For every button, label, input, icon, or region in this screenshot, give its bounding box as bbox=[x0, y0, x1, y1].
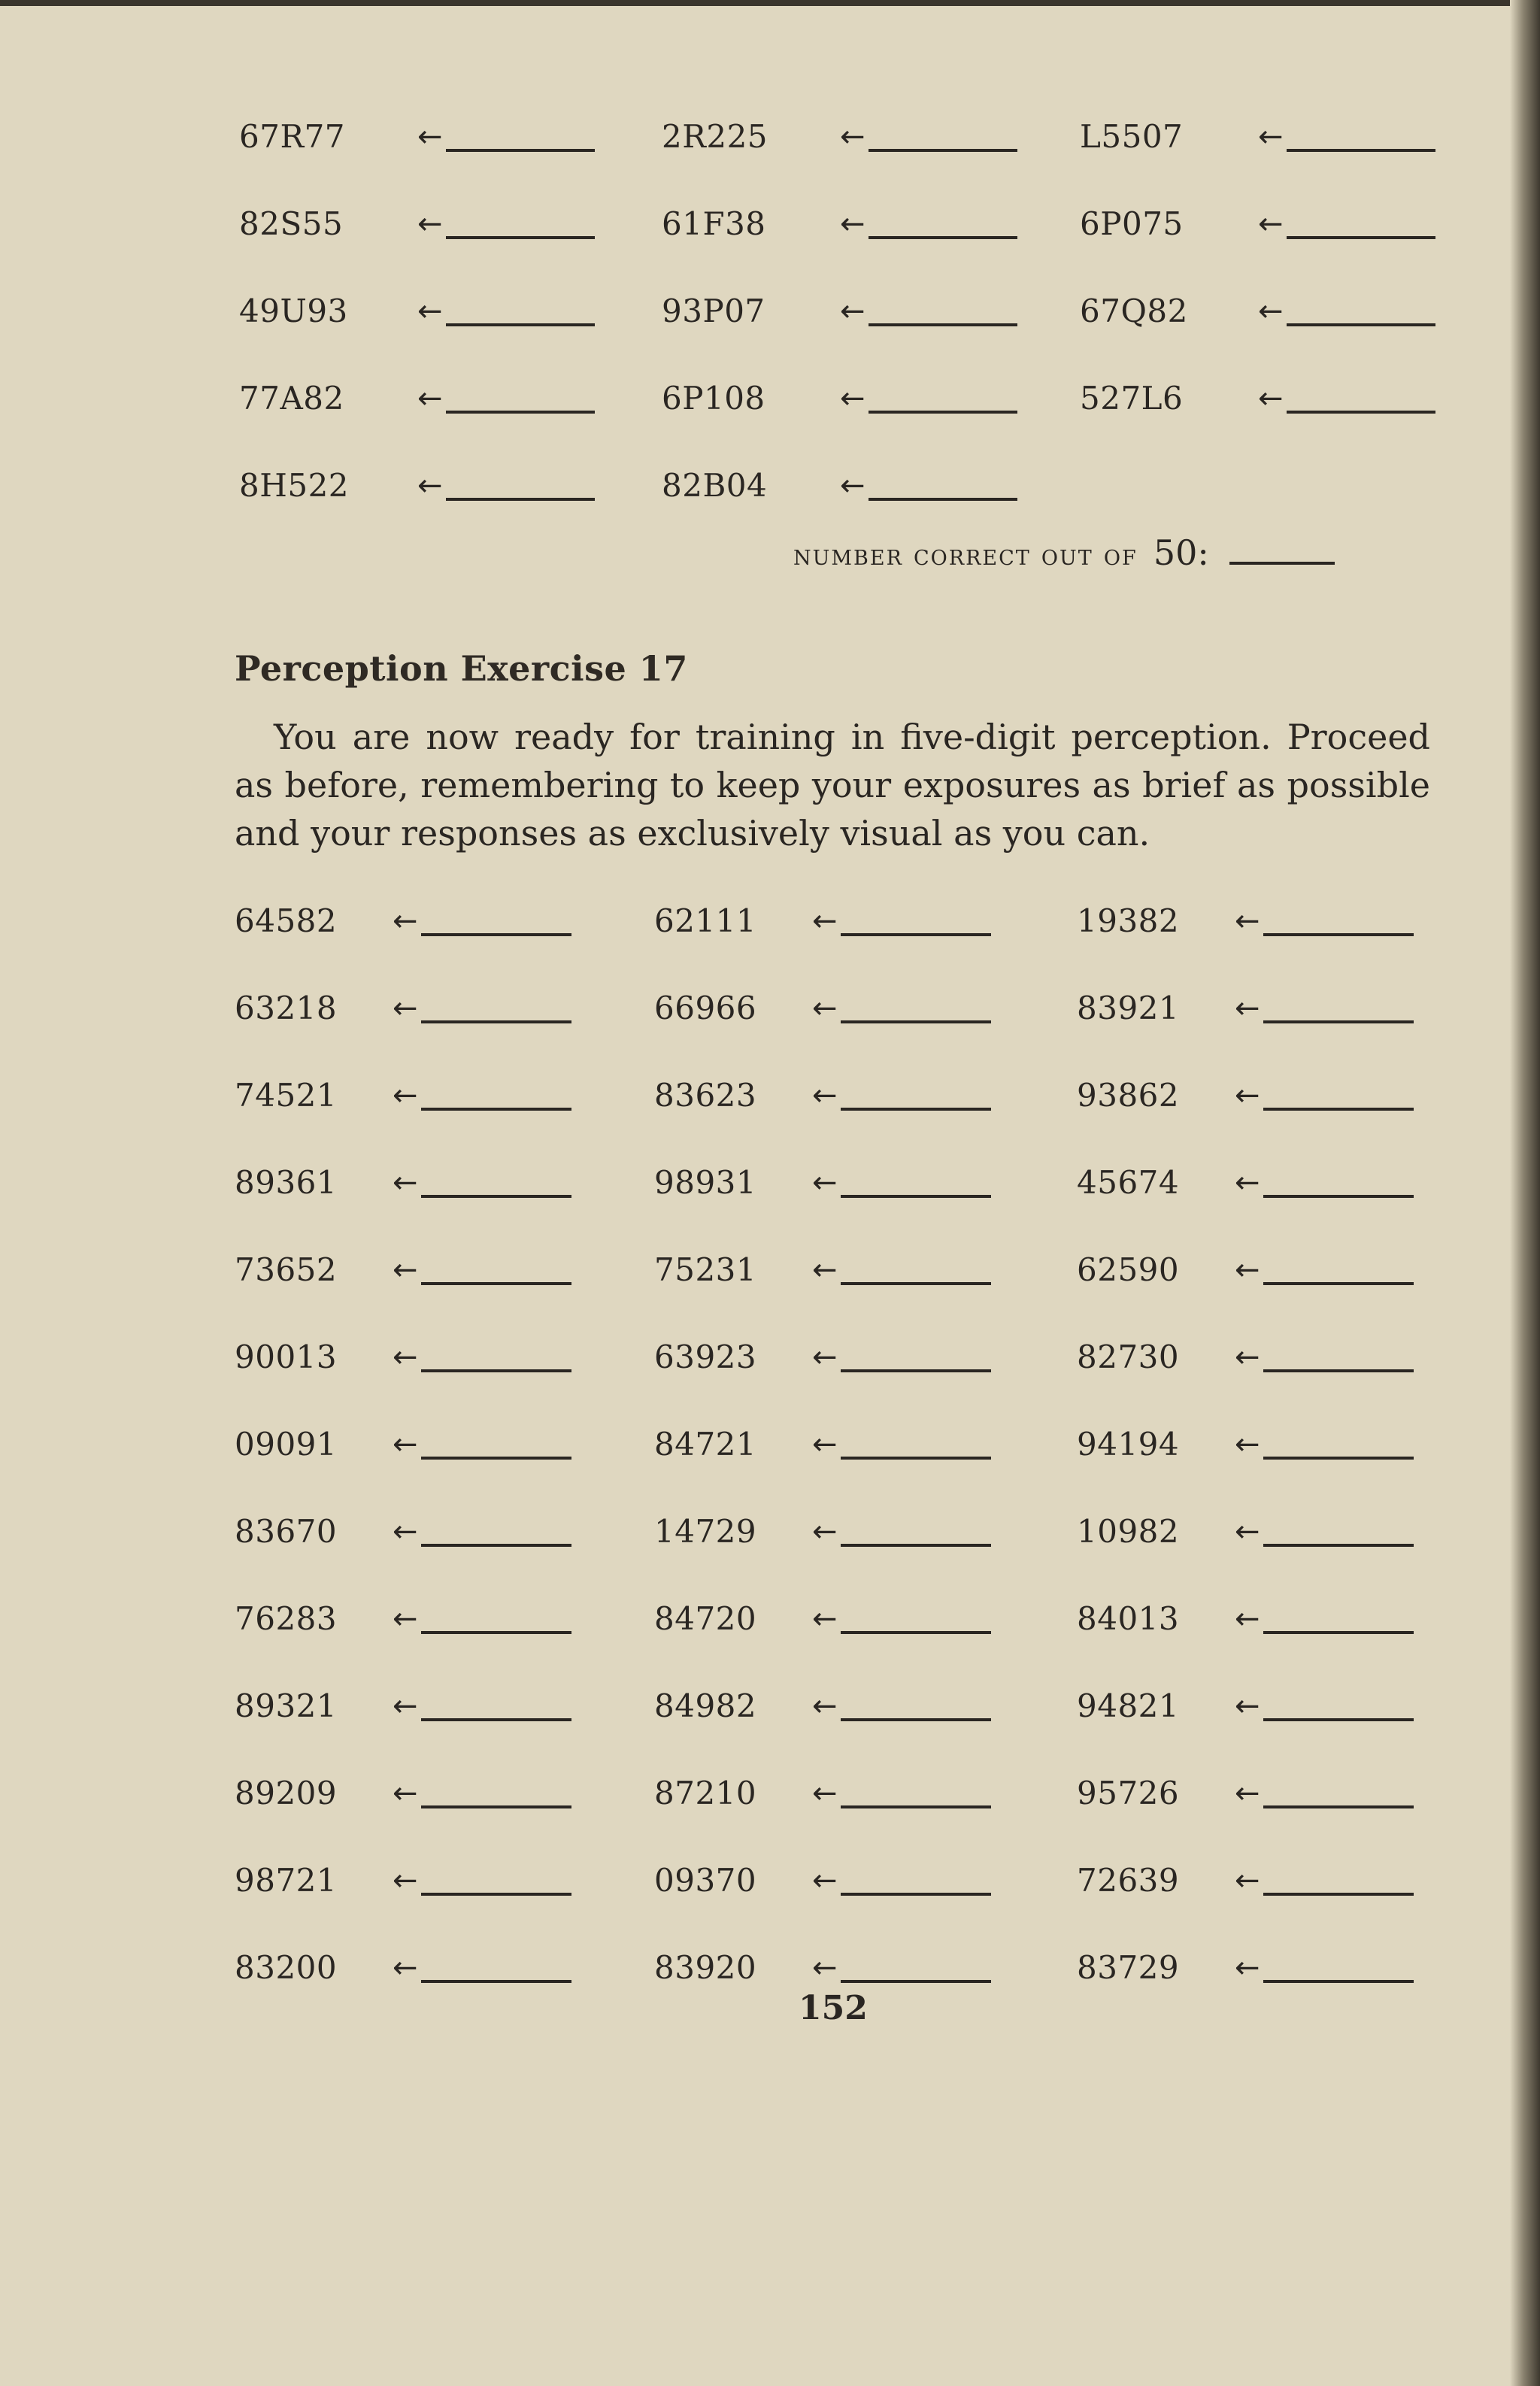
item-code: 73652 bbox=[235, 1251, 338, 1288]
item-code: 83729 bbox=[1077, 1949, 1180, 1986]
answer-blank[interactable] bbox=[1263, 1369, 1414, 1372]
item-code: 49U93 bbox=[239, 293, 348, 329]
left-arrow-icon: ← bbox=[1258, 120, 1284, 154]
answer-blank[interactable] bbox=[421, 1718, 571, 1721]
left-arrow-icon: ← bbox=[812, 1514, 838, 1549]
left-arrow-icon: ← bbox=[1235, 904, 1260, 938]
answer-blank[interactable] bbox=[1287, 411, 1435, 414]
item-code: 74521 bbox=[235, 1077, 338, 1114]
answer-blank[interactable] bbox=[1287, 323, 1435, 326]
item-code: 527L6 bbox=[1080, 380, 1184, 417]
left-arrow-icon: ← bbox=[1235, 1602, 1260, 1636]
left-arrow-icon: ← bbox=[393, 1689, 418, 1724]
answer-blank[interactable] bbox=[1263, 1544, 1414, 1547]
left-arrow-icon: ← bbox=[417, 120, 443, 154]
answer-blank[interactable] bbox=[1263, 1893, 1414, 1896]
answer-blank[interactable] bbox=[1263, 1718, 1414, 1721]
left-arrow-icon: ← bbox=[812, 1776, 838, 1811]
answer-blank[interactable] bbox=[1263, 1631, 1414, 1634]
item-code: 83670 bbox=[235, 1513, 338, 1550]
left-arrow-icon: ← bbox=[393, 1340, 418, 1375]
left-arrow-icon: ← bbox=[812, 1166, 838, 1200]
item-code: 45674 bbox=[1077, 1164, 1180, 1201]
item-code: 83623 bbox=[654, 1077, 757, 1114]
item-code: 84982 bbox=[654, 1687, 757, 1724]
left-arrow-icon: ← bbox=[812, 1602, 838, 1636]
item-code: 84721 bbox=[654, 1426, 757, 1463]
answer-blank[interactable] bbox=[446, 149, 595, 152]
item-code: 93862 bbox=[1077, 1077, 1180, 1114]
score-label: number correct out of bbox=[793, 538, 1138, 571]
answer-blank[interactable] bbox=[841, 933, 991, 936]
answer-blank[interactable] bbox=[1263, 1457, 1414, 1460]
answer-blank[interactable] bbox=[421, 1893, 571, 1896]
item-code: 89321 bbox=[235, 1687, 338, 1724]
left-arrow-icon: ← bbox=[1235, 1951, 1260, 1985]
left-arrow-icon: ← bbox=[393, 1078, 418, 1113]
answer-blank[interactable] bbox=[1263, 933, 1414, 936]
item-code: 98931 bbox=[654, 1164, 757, 1201]
left-arrow-icon: ← bbox=[1235, 991, 1260, 1026]
item-code: 75231 bbox=[654, 1251, 757, 1288]
item-code: 83921 bbox=[1077, 990, 1180, 1026]
left-arrow-icon: ← bbox=[393, 1253, 418, 1287]
left-arrow-icon: ← bbox=[1235, 1689, 1260, 1724]
item-code: 66966 bbox=[654, 990, 757, 1026]
item-code: 6P108 bbox=[662, 380, 765, 417]
answer-blank[interactable] bbox=[841, 1805, 991, 1808]
left-arrow-icon: ← bbox=[1235, 1253, 1260, 1287]
left-arrow-icon: ← bbox=[1235, 1166, 1260, 1200]
left-arrow-icon: ← bbox=[812, 1340, 838, 1375]
answer-blank[interactable] bbox=[421, 1544, 571, 1547]
item-code: 64582 bbox=[235, 902, 338, 939]
item-code: 63923 bbox=[654, 1339, 757, 1375]
left-arrow-icon: ← bbox=[812, 1427, 838, 1462]
answer-blank[interactable] bbox=[869, 498, 1017, 501]
item-code: 67R77 bbox=[239, 118, 346, 155]
answer-blank[interactable] bbox=[421, 1108, 571, 1111]
item-code: 89361 bbox=[235, 1164, 338, 1201]
item-code: 72639 bbox=[1077, 1862, 1180, 1899]
left-arrow-icon: ← bbox=[1235, 1078, 1260, 1113]
left-arrow-icon: ← bbox=[1258, 381, 1284, 416]
answer-blank[interactable] bbox=[446, 323, 595, 326]
item-code: 89209 bbox=[235, 1775, 338, 1811]
left-arrow-icon: ← bbox=[393, 904, 418, 938]
left-arrow-icon: ← bbox=[840, 120, 865, 154]
answer-blank[interactable] bbox=[421, 1457, 571, 1460]
left-arrow-icon: ← bbox=[1235, 1427, 1260, 1462]
left-arrow-icon: ← bbox=[840, 294, 865, 329]
answer-blank[interactable] bbox=[1287, 149, 1435, 152]
left-arrow-icon: ← bbox=[812, 991, 838, 1026]
item-code: 84720 bbox=[654, 1600, 757, 1637]
score-line bbox=[793, 532, 1335, 585]
item-code: 14729 bbox=[654, 1513, 757, 1550]
left-arrow-icon: ← bbox=[1258, 294, 1284, 329]
item-code: 93P07 bbox=[662, 293, 765, 329]
answer-blank[interactable] bbox=[421, 1195, 571, 1198]
score-total: 50: bbox=[1153, 532, 1209, 573]
exercise-title: Perception Exercise 17 bbox=[235, 648, 688, 689]
answer-blank[interactable] bbox=[421, 1369, 571, 1372]
answer-blank[interactable] bbox=[1263, 1805, 1414, 1808]
item-code: 94821 bbox=[1077, 1687, 1180, 1724]
item-code: 82B04 bbox=[662, 467, 768, 504]
left-arrow-icon: ← bbox=[840, 207, 865, 241]
left-arrow-icon: ← bbox=[417, 207, 443, 241]
item-code: 83200 bbox=[235, 1949, 338, 1986]
left-arrow-icon: ← bbox=[812, 1253, 838, 1287]
left-arrow-icon: ← bbox=[417, 468, 443, 503]
exercise-instructions: You are now ready for training in five-digit perception. Proceed as before, remembering to keep your exposures as brief as possible and your responses as exclusively visual as you can. bbox=[235, 717, 1430, 853]
left-arrow-icon: ← bbox=[393, 991, 418, 1026]
left-arrow-icon: ← bbox=[393, 1951, 418, 1985]
answer-blank[interactable] bbox=[841, 1544, 991, 1547]
item-code: 09370 bbox=[654, 1862, 757, 1899]
answer-blank[interactable] bbox=[841, 1980, 991, 1983]
item-code: 8H522 bbox=[239, 467, 350, 504]
item-code: 19382 bbox=[1077, 902, 1180, 939]
item-code: 90013 bbox=[235, 1339, 338, 1375]
item-code: 87210 bbox=[654, 1775, 757, 1811]
item-code: L5507 bbox=[1080, 118, 1184, 155]
answer-blank[interactable] bbox=[841, 1020, 991, 1023]
item-code: 94194 bbox=[1077, 1426, 1180, 1463]
left-arrow-icon: ← bbox=[1258, 207, 1284, 241]
left-arrow-icon: ← bbox=[812, 904, 838, 938]
answer-blank[interactable] bbox=[446, 411, 595, 414]
answer-blank[interactable] bbox=[1287, 236, 1435, 239]
item-code: 76283 bbox=[235, 1600, 338, 1637]
left-arrow-icon: ← bbox=[812, 1078, 838, 1113]
item-code: 82730 bbox=[1077, 1339, 1180, 1375]
item-code: 09091 bbox=[235, 1426, 338, 1463]
item-code: 2R225 bbox=[662, 118, 768, 155]
answer-blank[interactable] bbox=[841, 1369, 991, 1372]
item-code: 62111 bbox=[654, 902, 757, 939]
item-code: 83920 bbox=[654, 1949, 757, 1986]
answer-blank[interactable] bbox=[446, 236, 595, 239]
left-arrow-icon: ← bbox=[812, 1863, 838, 1898]
answer-blank[interactable] bbox=[1263, 1108, 1414, 1111]
page-number: 152 bbox=[799, 1989, 868, 2027]
left-arrow-icon: ← bbox=[393, 1427, 418, 1462]
item-code: 6P075 bbox=[1080, 205, 1184, 242]
answer-blank[interactable] bbox=[421, 1282, 571, 1285]
score-answer-blank[interactable] bbox=[1229, 562, 1335, 565]
answer-blank[interactable] bbox=[1263, 1020, 1414, 1023]
item-code: 67Q82 bbox=[1080, 293, 1188, 329]
left-arrow-icon: ← bbox=[393, 1863, 418, 1898]
answer-blank[interactable] bbox=[1263, 1195, 1414, 1198]
left-arrow-icon: ← bbox=[1235, 1776, 1260, 1811]
left-arrow-icon: ← bbox=[417, 294, 443, 329]
answer-blank[interactable] bbox=[421, 1631, 571, 1634]
left-arrow-icon: ← bbox=[1235, 1514, 1260, 1549]
item-code: 61F38 bbox=[662, 205, 766, 242]
answer-blank[interactable] bbox=[869, 149, 1017, 152]
left-arrow-icon: ← bbox=[812, 1951, 838, 1985]
answer-blank[interactable] bbox=[841, 1718, 991, 1721]
answer-blank[interactable] bbox=[841, 1631, 991, 1634]
item-code: 63218 bbox=[235, 990, 338, 1026]
answer-blank[interactable] bbox=[841, 1195, 991, 1198]
left-arrow-icon: ← bbox=[1235, 1863, 1260, 1898]
answer-blank[interactable] bbox=[869, 236, 1017, 239]
left-arrow-icon: ← bbox=[393, 1776, 418, 1811]
left-arrow-icon: ← bbox=[393, 1514, 418, 1549]
answer-blank[interactable] bbox=[869, 411, 1017, 414]
answer-blank[interactable] bbox=[841, 1282, 991, 1285]
left-arrow-icon: ← bbox=[840, 381, 865, 416]
left-arrow-icon: ← bbox=[417, 381, 443, 416]
answer-blank[interactable] bbox=[446, 498, 595, 501]
left-arrow-icon: ← bbox=[393, 1602, 418, 1636]
answer-blank[interactable] bbox=[421, 933, 571, 936]
left-arrow-icon: ← bbox=[840, 468, 865, 503]
answer-blank[interactable] bbox=[421, 1980, 571, 1983]
answer-blank[interactable] bbox=[1263, 1282, 1414, 1285]
item-code: 82S55 bbox=[239, 205, 344, 242]
answer-blank[interactable] bbox=[841, 1457, 991, 1460]
answer-blank[interactable] bbox=[421, 1020, 571, 1023]
left-arrow-icon: ← bbox=[393, 1166, 418, 1200]
answer-blank[interactable] bbox=[841, 1893, 991, 1896]
item-code: 95726 bbox=[1077, 1775, 1180, 1811]
answer-blank[interactable] bbox=[841, 1108, 991, 1111]
item-code: 77A82 bbox=[239, 380, 344, 417]
item-code: 84013 bbox=[1077, 1600, 1180, 1637]
left-arrow-icon: ← bbox=[1235, 1340, 1260, 1375]
answer-blank[interactable] bbox=[421, 1805, 571, 1808]
item-code: 98721 bbox=[235, 1862, 338, 1899]
answer-blank[interactable] bbox=[869, 323, 1017, 326]
answer-blank[interactable] bbox=[1263, 1980, 1414, 1983]
item-code: 62590 bbox=[1077, 1251, 1180, 1288]
left-arrow-icon: ← bbox=[812, 1689, 838, 1724]
item-code: 10982 bbox=[1077, 1513, 1180, 1550]
